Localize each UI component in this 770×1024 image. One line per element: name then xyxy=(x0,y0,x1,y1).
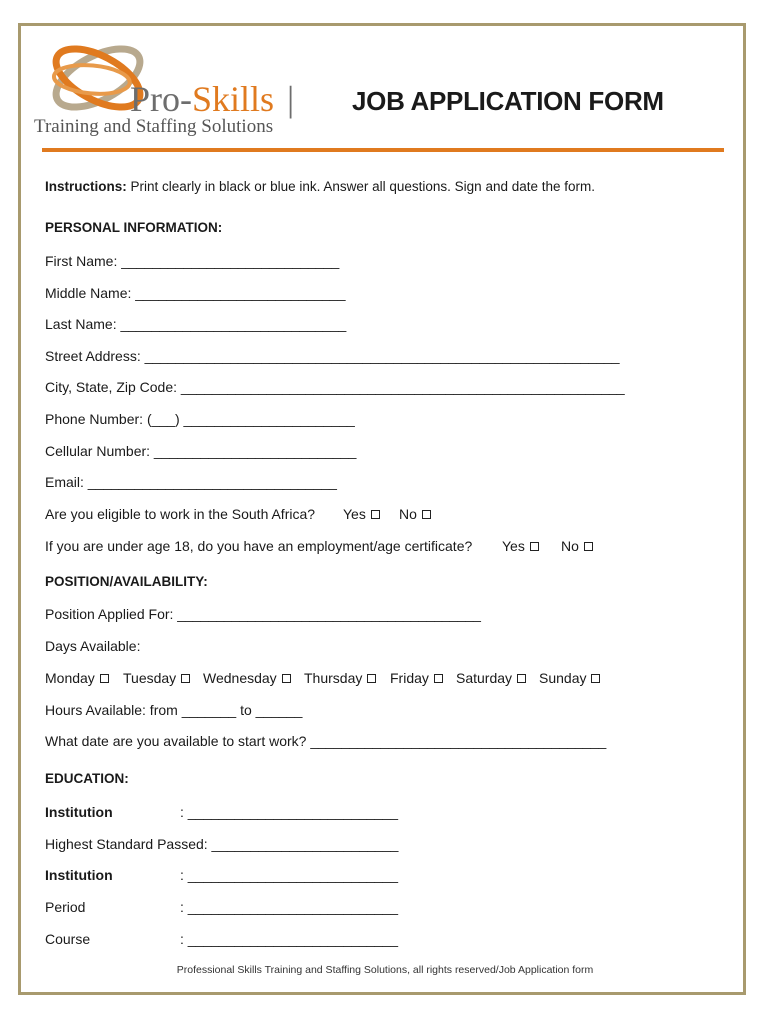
day-label: Wednesday xyxy=(203,670,277,686)
day-checkbox[interactable] xyxy=(100,674,109,683)
header-divider xyxy=(42,148,724,152)
day-checkbox[interactable] xyxy=(591,674,600,683)
footer-copyright: Professional Skills Training and Staffing Solutions, all rights reserved/Job Application form xyxy=(176,964,594,976)
logo-tagline: Training and Staffing Solutions xyxy=(34,116,274,137)
middle-name-field[interactable]: Middle Name: ___________________________ xyxy=(45,285,346,301)
first-name-field[interactable]: First Name: ____________________________ xyxy=(45,253,340,269)
eligible-yes-label: Yes xyxy=(343,506,366,522)
phone-number-field[interactable]: Phone Number: (___) ______________________ xyxy=(45,411,355,427)
day-option-wednesday[interactable] xyxy=(203,670,291,686)
day-checkbox[interactable] xyxy=(434,674,443,683)
age-yes-label: Yes xyxy=(502,538,525,554)
institution-field[interactable]: : ___________________________ xyxy=(180,867,399,883)
period-field[interactable]: : ___________________________ xyxy=(180,899,399,915)
position-applied-field[interactable]: Position Applied For: _______________________________________ xyxy=(45,606,481,622)
eligibility-question: Are you eligible to work in the South Africa? xyxy=(45,506,316,522)
logo-brand-bar: | xyxy=(287,79,295,119)
street-address-field[interactable]: Street Address: _____________________________________________________________ xyxy=(45,348,620,364)
day-option-sunday[interactable] xyxy=(539,670,600,686)
email-field[interactable]: Email: ________________________________ xyxy=(45,474,337,490)
day-label: Friday xyxy=(390,670,429,686)
city-state-zip-field[interactable]: City, State, Zip Code: _________________________________________________________ xyxy=(45,379,625,395)
institution-field[interactable]: : ___________________________ xyxy=(180,804,399,820)
day-checkbox[interactable] xyxy=(282,674,291,683)
course-field[interactable]: : ___________________________ xyxy=(180,931,399,947)
eligible-no-checkbox[interactable] xyxy=(422,510,431,519)
institution-label: Institution xyxy=(45,804,113,820)
eligible-yes-checkbox[interactable] xyxy=(371,510,380,519)
education-heading: EDUCATION: xyxy=(45,771,129,786)
instructions-label: Instructions: xyxy=(45,179,127,194)
instructions xyxy=(45,179,595,194)
days-available-label: Days Available: xyxy=(45,638,141,654)
hours-available-field[interactable]: Hours Available: from _______ to ______ xyxy=(45,702,303,718)
age-certificate-question: If you are under age 18, do you have an employment/age certificate? xyxy=(45,538,473,554)
day-checkbox[interactable] xyxy=(517,674,526,683)
day-option-thursday[interactable] xyxy=(304,670,376,686)
day-checkbox[interactable] xyxy=(367,674,376,683)
day-label: Sunday xyxy=(539,670,587,686)
age-no-checkbox[interactable] xyxy=(584,542,593,551)
personal-info-heading: PERSONAL INFORMATION: xyxy=(45,220,223,235)
day-option-monday[interactable] xyxy=(45,670,109,686)
day-label: Saturday xyxy=(456,670,513,686)
day-label: Tuesday xyxy=(123,670,177,686)
institution-label: Institution xyxy=(45,867,113,883)
age-no-option[interactable] xyxy=(561,538,593,554)
day-option-saturday[interactable] xyxy=(456,670,526,686)
logo-brand-pro: Pro- xyxy=(130,79,192,119)
course-label: Course xyxy=(45,931,91,947)
position-heading: POSITION/AVAILABILITY: xyxy=(45,574,208,589)
highest-standard-field[interactable]: Highest Standard Passed: ________________________ xyxy=(45,836,399,852)
last-name-field[interactable]: Last Name: _____________________________ xyxy=(45,316,347,332)
logo-brand-text xyxy=(130,78,294,120)
logo-brand-skills: Skills xyxy=(192,79,275,119)
start-date-field[interactable]: What date are you available to start work? ______________________________________ xyxy=(45,733,607,749)
day-option-tuesday[interactable] xyxy=(123,670,190,686)
form-title: JOB APPLICATION FORM xyxy=(352,86,664,116)
instructions-text: Print clearly in black or blue ink. Answer all questions. Sign and date the form. xyxy=(126,179,596,194)
day-label: Thursday xyxy=(304,670,363,686)
eligible-no-label: No xyxy=(399,506,417,522)
age-yes-checkbox[interactable] xyxy=(530,542,539,551)
period-label: Period xyxy=(45,899,86,915)
eligible-yes-option[interactable] xyxy=(343,506,380,522)
age-no-label: No xyxy=(561,538,579,554)
day-option-friday[interactable] xyxy=(390,670,443,686)
eligible-no-option[interactable] xyxy=(399,506,431,522)
cellular-number-field[interactable]: Cellular Number: __________________________ xyxy=(45,443,357,459)
age-yes-option[interactable] xyxy=(502,538,539,554)
day-label: Monday xyxy=(45,670,95,686)
day-checkbox[interactable] xyxy=(181,674,190,683)
